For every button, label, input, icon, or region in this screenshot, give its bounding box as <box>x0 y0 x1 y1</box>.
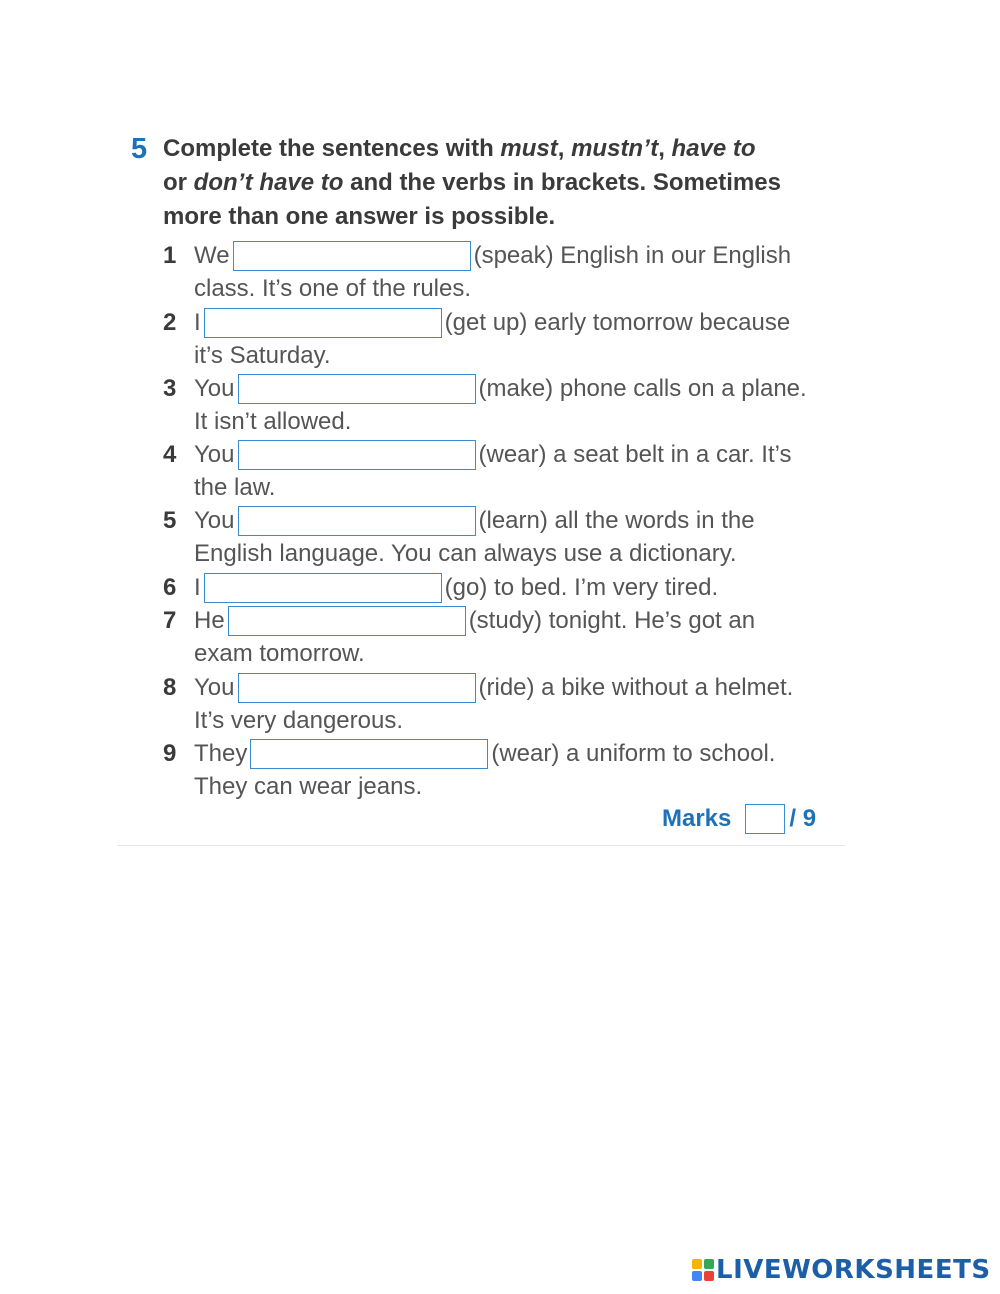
marks-total: / 9 <box>789 805 817 832</box>
question-continuation: They can wear jeans. <box>194 773 423 800</box>
question-subject: You <box>194 441 235 468</box>
exercise-instruction: Complete the sentences with must, mustn’t, have to or don’t have to and the verbs in brackets. Sometimes more than one answer is possible. <box>163 135 781 230</box>
keyword-must: must <box>500 135 558 162</box>
question-item <box>163 571 843 604</box>
liveworksheets-brand <box>692 1255 991 1285</box>
answer-input-2[interactable] <box>204 308 442 338</box>
answer-input-6[interactable] <box>204 573 442 603</box>
keyword-mustnt: mustn’t <box>571 135 659 162</box>
question-number: 2 <box>163 309 177 336</box>
question-number: 5 <box>163 507 177 534</box>
answer-input-1[interactable] <box>233 241 471 271</box>
question-subject: I <box>194 574 201 601</box>
question-subject: They <box>194 740 248 767</box>
question-continuation: English language. You can always use a dictionary. <box>194 540 737 567</box>
question-item <box>163 737 843 803</box>
answer-input-7[interactable] <box>228 606 466 636</box>
liveworksheets-logo-icon <box>692 1259 714 1281</box>
question-item <box>163 604 843 670</box>
section-divider <box>117 845 845 846</box>
question-subject: You <box>194 674 235 701</box>
question-subject: I <box>194 309 201 336</box>
question-item <box>163 239 843 305</box>
answer-input-4[interactable] <box>238 440 476 470</box>
question-number: 9 <box>163 740 177 767</box>
question-continuation: the law. <box>194 474 276 501</box>
question-subject: You <box>194 507 235 534</box>
question-continuation: exam tomorrow. <box>194 640 365 667</box>
marks-score <box>662 804 816 834</box>
answer-input-5[interactable] <box>238 506 476 536</box>
answer-input-9[interactable] <box>250 739 488 769</box>
question-text: (ride) a bike without a helmet. <box>478 674 794 701</box>
marks-input[interactable] <box>745 804 785 834</box>
question-text: (study) tonight. He’s got an <box>468 607 756 634</box>
question-number: 1 <box>163 242 177 269</box>
brand-name: LIVEWORKSHEETS <box>716 1255 991 1285</box>
answer-input-8[interactable] <box>238 673 476 703</box>
keyword-dont-have-to: don’t have to <box>193 169 344 196</box>
marks-label: Marks <box>662 805 732 832</box>
question-number: 4 <box>163 441 177 468</box>
question-text: (wear) a uniform to school. <box>491 740 776 767</box>
question-item <box>163 438 843 504</box>
question-item <box>163 671 843 737</box>
keyword-have-to: have to <box>671 135 756 162</box>
question-continuation: it’s Saturday. <box>194 342 331 369</box>
question-subject: He <box>194 607 225 634</box>
question-number: 8 <box>163 674 177 701</box>
question-text: (speak) English in our English <box>473 242 792 269</box>
question-subject: We <box>194 242 230 269</box>
question-item <box>163 372 843 438</box>
exercise-number: 5 <box>131 133 148 165</box>
question-text: (make) phone calls on a plane. <box>478 375 807 402</box>
question-continuation: class. It’s one of the rules. <box>194 275 472 302</box>
question-subject: You <box>194 375 235 402</box>
question-item <box>163 306 843 372</box>
question-item <box>163 504 843 570</box>
question-text: (get up) early tomorrow because <box>444 309 791 336</box>
question-number: 6 <box>163 574 177 601</box>
question-text: (learn) all the words in the <box>478 507 755 534</box>
question-text: (go) to bed. I’m very tired. <box>444 574 719 601</box>
question-continuation: It’s very dangerous. <box>194 707 404 734</box>
answer-input-3[interactable] <box>238 374 476 404</box>
question-number: 7 <box>163 607 177 634</box>
question-text: (wear) a seat belt in a car. It’s <box>478 441 792 468</box>
question-continuation: It isn’t allowed. <box>194 408 352 435</box>
question-number: 3 <box>163 375 177 402</box>
